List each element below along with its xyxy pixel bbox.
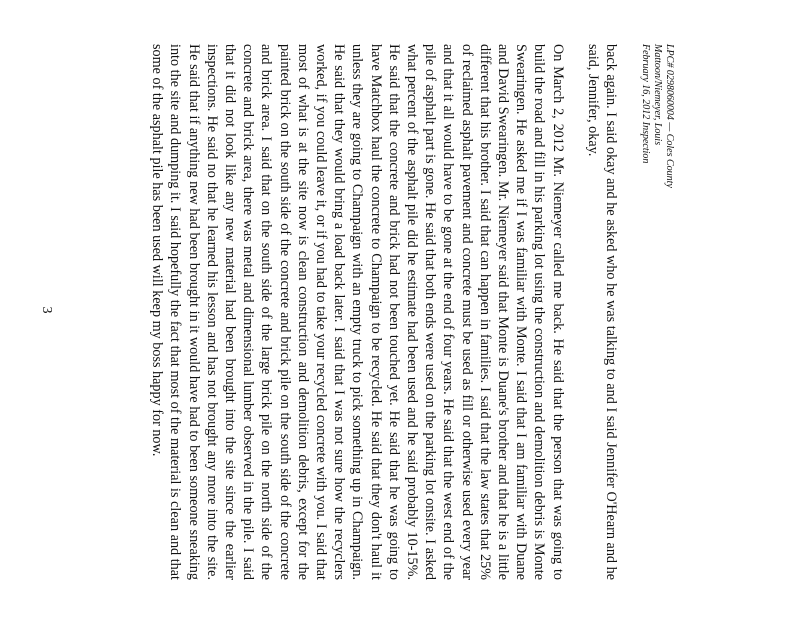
inspection-date: February 16, 2012 Inspection [640, 44, 651, 164]
case-number: LPC# 0298060004 — Coles County [664, 44, 675, 188]
page-number: 3 [39, 306, 54, 314]
paragraph: On March 2, 2012 Mr. Niemeyer called me back. He said that the person that was going to build the road and fill in his parking lot using the construction and demolition debris is Monte Swearingen. He asked me if I was familiar with Monte. I said that I am familiar with Duane and David Swearingen. Mr. Niemeyer said that Monte is Duane's brother and that he is a little different that his brother. I said that can happen in families. I said that the law states that 25% of reclaimed asphalt pavement and concrete must be used as fill or otherwise used every year and that it all would have to be gone at the end of four years. He said that the west end of the pile of asphalt part is gone. He said that both ends were used on the parking lot onsite. I asked what percent of the asphalt pile did he estimate had been used and he said probably 10-15%. He said that the concrete and brick had not been touched yet. He said that he was going to have Matchbox haul the concrete to Champaign to be recycled. He said that they don't haul it unless they are going to Champaign with an empty truck to pick something up in Champaign. He said that they would bring a load back later. I said that I was not sure how the recyclers worked, if you could leave it, or if you had to take your recycled concrete with you. I said that most of what is at the site now is clean construction and demolition debris, except for the painted brick on the south side of the concrete and brick pile on the south side of the concrete and brick area. I said that on the south side of the large brick pile on the north side of the concrete and brick area, there was metal and dimensional lumber observed in the pile. I said that it did not look like any new material had been brought into the site since the earlier inspections. He said no that he learned his lesson and has not brought any more into the site. He said that if anything new had been brought in it would have had to been someone sneaking into the site and dumping it. I said hopefully the fact that most of the material is clean and that some of the asphalt pile has been used will keep my boss happy for now. [149, 44, 566, 580]
paragraph: back again. I said okay and he asked who he was talking to and I said Jennifer O'Hearn and he said, Jennifer, okay. [584, 44, 619, 580]
case-header [639, 44, 675, 304]
document-body [148, 44, 620, 580]
case-site-name: Mattoon/Niemeyer, Louis [652, 44, 663, 146]
